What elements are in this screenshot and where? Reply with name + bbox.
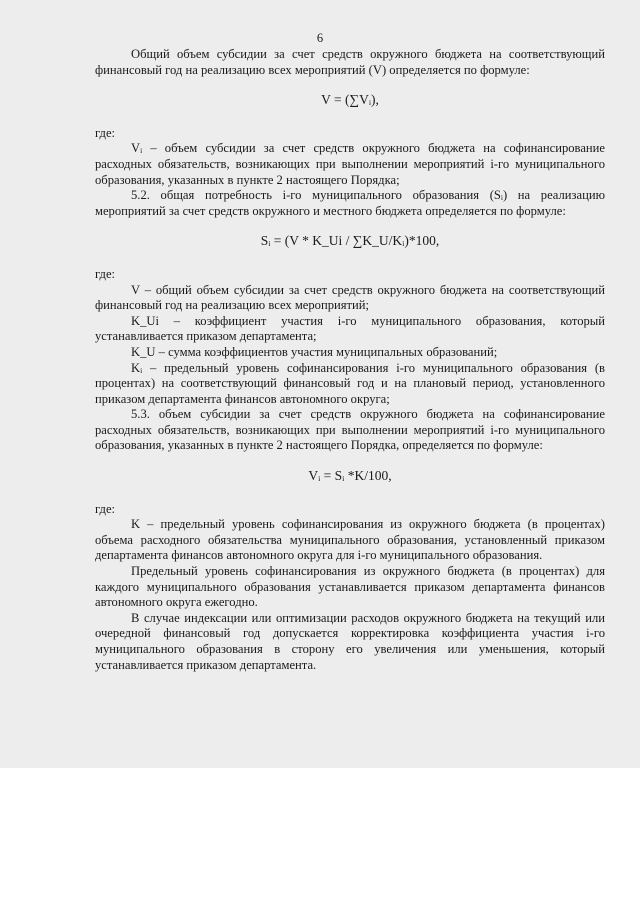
paragraph-total-subsidy: Общий объем субсидии за счет средств окружного бюджета на соответствующий финансовый год на реализацию всех мероприятий (V) определяется по формуле: [95, 47, 605, 77]
definition-kui: K_Ui – коэффициент участия i-го муниципального образования, который устанавливается приказом департамента; [95, 313, 605, 344]
definition-k: K – предельный уровень софинансирования из окружного бюджета (в процентах) объема расходного обязательства муниципального образования, установленный приказом департамента финансов автономного округа для i-го муниципального образования. [95, 517, 605, 563]
definition-ku: K_U – сумма коэффициентов участия муниципальных образований; [131, 344, 498, 359]
where-label: где: [95, 501, 116, 516]
definition-vi: Vᵢ – объем субсидии за счет средств окружного бюджета на софинансирование расходных обязательств, возникающих при выполнении мероприятий i-го муниципального образования, указанных в пункте 2 настоящего Порядка; [95, 141, 605, 187]
paragraph-5-3: 5.3. объем субсидии за счет средств окружного бюджета на софинансирование расходных обязательств, возникающих при выполнении мероприятий i-го муниципального образования, указанных в пункте 2 настоящего Порядка, определяется по формуле: [95, 407, 605, 453]
paragraph-5-2: 5.2. общая потребность i-го муниципального образования (Sᵢ) на реализацию мероприятий за счет средств окружного и местного бюджета определяется по формуле: [95, 188, 605, 218]
where-label: где: [95, 266, 116, 281]
definition-v: V – общий объем субсидии за счет средств окружного бюджета на соответствующий финансовый год на реализацию всех мероприятий; [95, 282, 605, 313]
page-number: 6 [316, 31, 324, 45]
formula-vi: Vᵢ = Sᵢ *K/100, [308, 468, 392, 484]
paragraph-indexation: В случае индексации или оптимизации расходов окружного бюджета на текущий или очередной финансовый год допускается корректировка коэффициента участия i-го муниципального образования в сторону его увеличения или уменьшения, который устанавливается приказом департамента. [95, 610, 605, 672]
paragraph-cofinancing-level: Предельный уровень софинансирования из окружного бюджета (в процентах) для каждого муниципального образования устанавливается приказом департамента финансов автономного округа ежегодно. [95, 564, 605, 610]
definition-ki: Kᵢ – предельный уровень софинансирования i-го муниципального образования (в процентах) на соответствующий финансовый год и на плановый период, установленного приказом департамента финансов автономного округа; [95, 360, 605, 406]
formula-si: Sᵢ = (V * K_Ui / ∑K_U/Kᵢ)*100, [260, 233, 440, 249]
formula-total-volume: V = (∑Vᵢ), [321, 92, 379, 108]
document-body [95, 47, 605, 673]
where-label: где: [95, 125, 116, 140]
